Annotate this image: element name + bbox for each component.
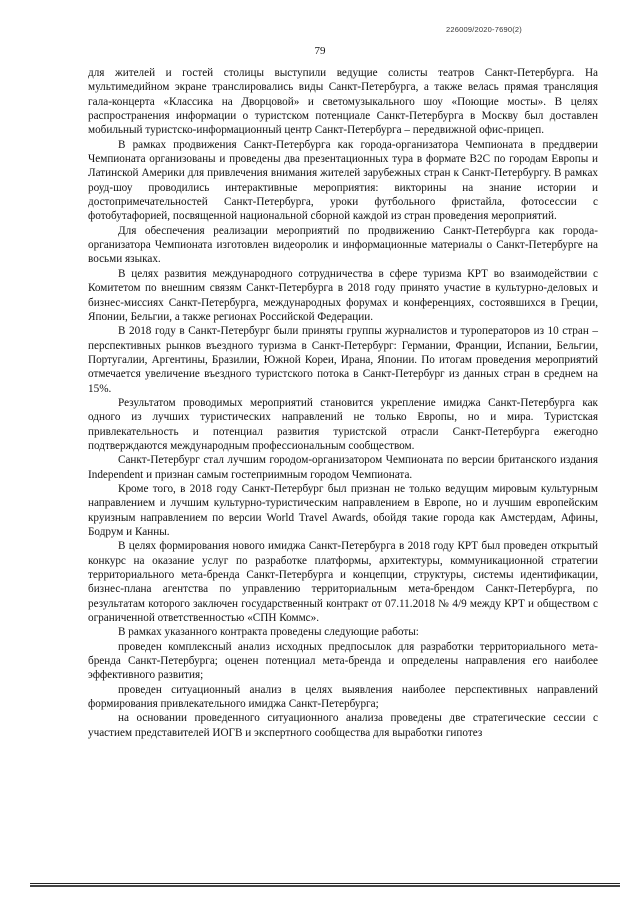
document-body xyxy=(88,66,598,740)
paragraph-contract-works-intro: В рамках указанного контракта проведены следующие работы: xyxy=(118,626,419,639)
bottom-scan-edge-shadow xyxy=(30,885,620,887)
paragraph-image-results: Результатом проводимых мероприятий становится укрепление имиджа Санкт-Петербурга как одного из лучших туристических направлений не только Европы, но и мира. Туристская привлекательность и потенциал развития туристской отрасли Санкт-Петербурга ежегодно подтверждаются международным профессиональным сообществом. xyxy=(88,396,598,452)
bottom-scan-edge-line xyxy=(30,883,620,884)
paragraph-international-cooperation: В целях развития международного сотрудничества в сфере туризма КРТ во взаимодействии с Комитетом по внешним связям Санкт-Петербурга в 2018 году принято участие в культурно-деловых и бизнес-миссиях Санкт-Петербурга, международных форумах и конференциях, состоявшихся в Греции, Японии, Бельгии, а также регионах Российской Федерации. xyxy=(88,267,598,323)
document-registration-number: 226009/2020-7690(2) xyxy=(446,25,522,34)
paragraph-moscow-event: для жителей и гостей столицы выступили ведущие солисты театров Санкт-Петербурга. На мультимедийном экране транслировались виды Санкт-Петербурга, а также велась прямая трансляция гала-концерта «Классика на Дворцовой» и светомузыкального шоу «Поющие мосты». В целях распространения информации о туристском потенциале Санкт-Петербурга в Москву был доставлен мобильный туристско-информационный центр Санкт-Петербурга – передвижной офис-прицеп. xyxy=(88,67,598,137)
paragraph-world-travel-awards: Кроме того, в 2018 году Санкт-Петербург был признан не только ведущим мировым культурным направлением и лучшим культурно-туристическим направлением в Европе, но и лучшим европейским круизным направлением по версии World Travel Awards, обойдя такие города как Амстердам, Афины, Бодрум и Канны. xyxy=(88,482,598,538)
paragraph-work-item-analysis: проведен комплексный анализ исходных предпосылок для разработки территориального мета-бренда Санкт-Петербурга; оценен потенциал мета-бренда и определены направления его наиболее эффективного развития; xyxy=(88,640,598,682)
paragraph-work-item-sessions: на основании проведенного ситуационного анализа проведены две стратегические сессии с участием представителей ИОГВ и экспертного сообщества для выработки гипотез xyxy=(88,712,598,739)
page-number: 79 xyxy=(314,45,326,57)
paragraph-meta-brand-contest: В целях формирования нового имиджа Санкт-Петербурга в 2018 году КРТ был проведен открытый конкурс на оказание услуг по разработке платформы, архитектуры, коммуникационной стратегии территориального мета-бренда Санкт-Петербурга и концепции, структуры, системы идентификации, бизнес-плана агентства по управлению территориальным мета-брендом Санкт-Петербурга, по результатам которого заключен государственный контракт от 07.11.2018 № 4/9 между КРТ и обществом с ограниченной ответственностью «СПН Коммс». xyxy=(88,540,598,625)
paragraph-presentation-tours: В рамках продвижения Санкт-Петербурга как города-организатора Чемпионата в преддверии Чемпионата организованы и проведены два презентационных тура в формате B2C по городам Европы и Латинской Америки для привлечения внимания жителей зарубежных стран к Санкт-Петербургу. В рамках роуд-шоу проводились интерактивные мероприятия: викторины на знание истории и достопримечательностей Санкт-Петербурга, уроки футбольного фристайла, фотосессии с фотобутафорией, посвященной национальной сборной каждой из стран проведения мероприятий. xyxy=(88,138,598,223)
paragraph-work-item-situational: проведен ситуационный анализ в целях выявления наиболее перспективных направлений формирования привлекательного имиджа Санкт-Петербурга; xyxy=(88,683,598,711)
paragraph-video-materials: Для обеспечения реализации мероприятий по продвижению Санкт-Петербурга как города-организатора Чемпионата изготовлен видеоролик и информационные материалы о Санкт-Петербурге на восьми языках. xyxy=(88,224,598,266)
paragraph-journalist-groups: В 2018 году в Санкт-Петербург были приняты группы журналистов и туроператоров из 10 стран – перспективных рынков въездного туризма в Санкт-Петербург: Германии, Франции, Испании, Бельгии, Португалии, Аргентины, Бразилии, Южной Кореи, Ирана, Японии. По итогам проведения мероприятий отмечается увеличение въездного туристского потока в Санкт-Петербург из данных стран в среднем на 15%. xyxy=(88,325,598,395)
paragraph-independent-award: Санкт-Петербург стал лучшим городом-организатором Чемпионата по версии британского издания Independent и признан самым гостеприимным городом Чемпионата. xyxy=(88,454,598,481)
